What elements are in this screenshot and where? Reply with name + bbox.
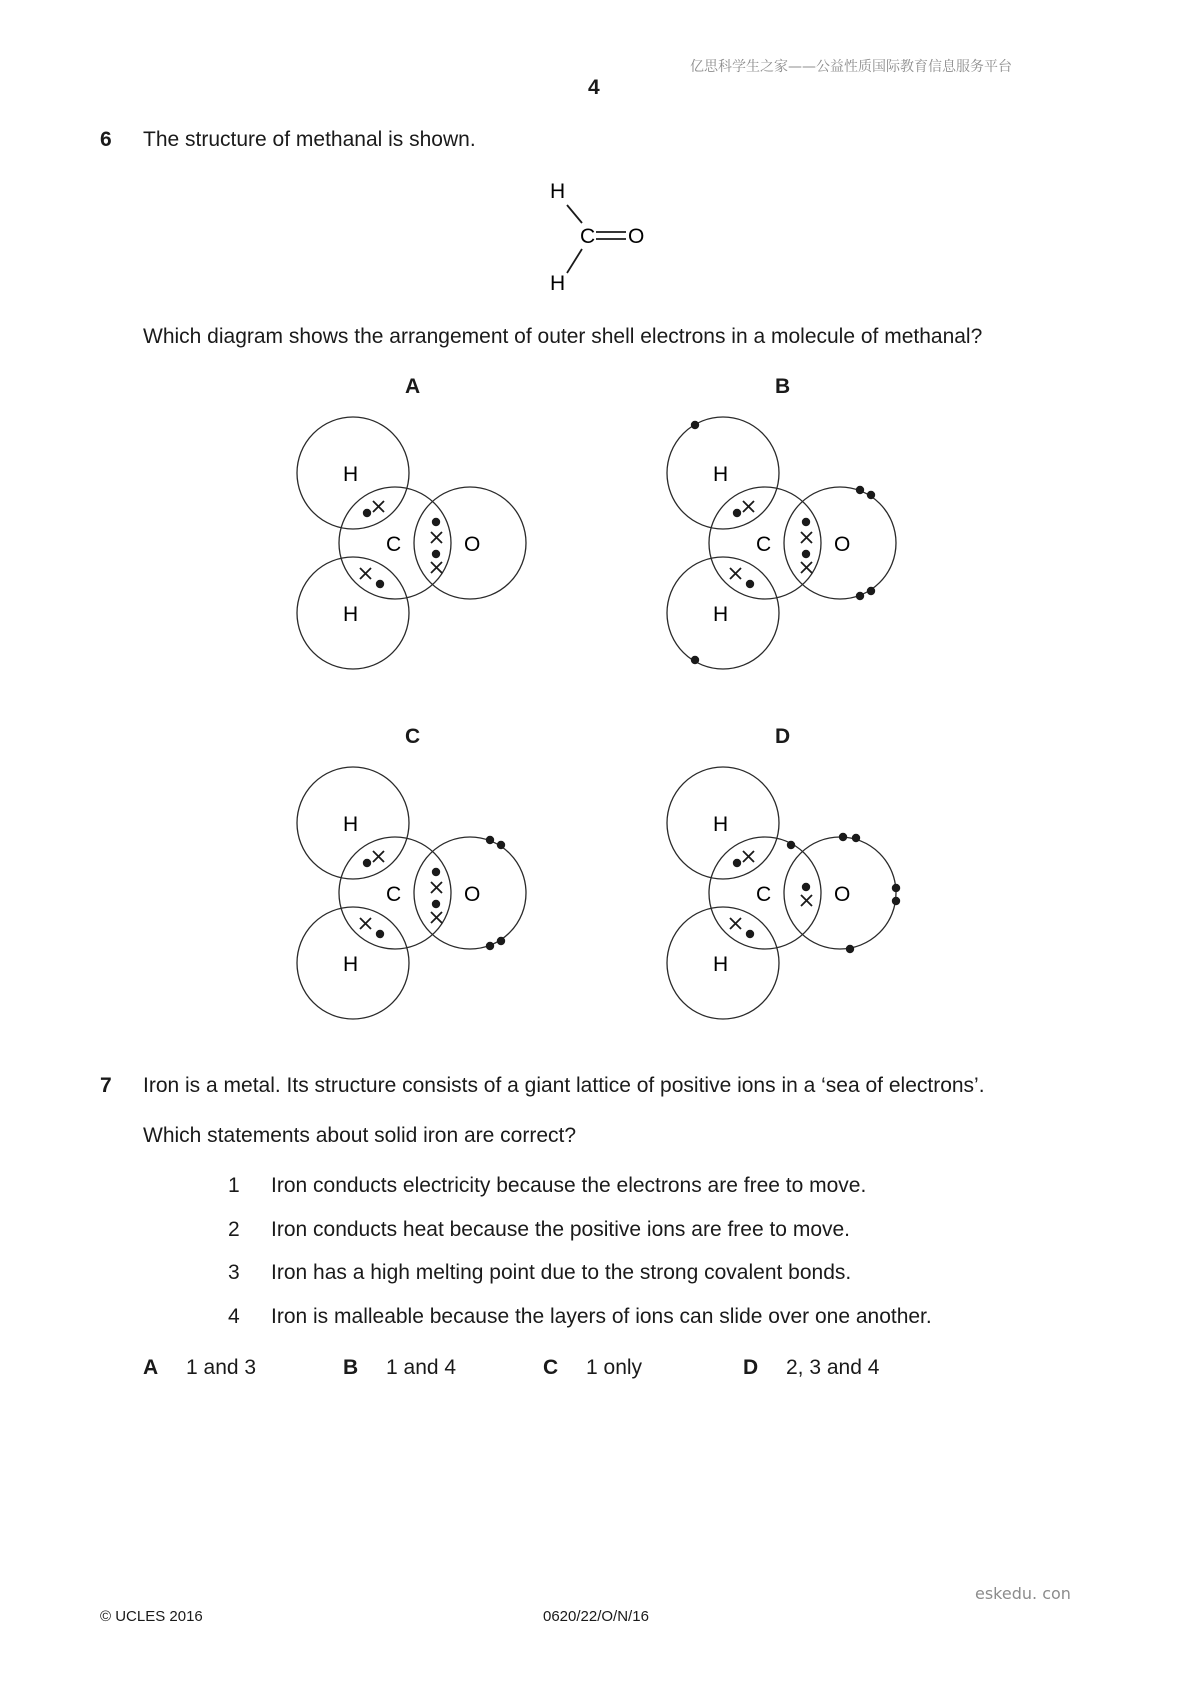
statement-1-number: 1	[228, 1174, 240, 1197]
option-b-letter[interactable]: B	[343, 1356, 359, 1379]
formula-h-bottom: H	[550, 272, 566, 295]
methanal-structural-formula	[530, 170, 680, 300]
diagram-c	[290, 760, 540, 1025]
option-d-text[interactable]: 2, 3 and 4	[786, 1356, 880, 1379]
formula-oxygen: O	[628, 225, 645, 248]
statement-3-text: Iron has a high melting point due to the strong covalent bonds.	[271, 1261, 852, 1284]
diagram-a	[290, 410, 540, 675]
statement-2-number: 2	[228, 1218, 240, 1241]
atom-h-bottom: H	[713, 953, 729, 976]
question-7-number: 7	[100, 1074, 112, 1097]
formula-carbon: C	[580, 225, 596, 248]
atom-h-top: H	[713, 463, 729, 486]
atom-o: O	[464, 883, 481, 906]
bond-c-h-bottom	[567, 249, 582, 273]
option-d-letter[interactable]: D	[743, 1356, 759, 1379]
footer-paper-code: 0620/22/O/N/16	[543, 1608, 649, 1625]
atom-o: O	[834, 533, 851, 556]
atom-o: O	[834, 883, 851, 906]
atom-c: C	[386, 883, 402, 906]
electron-dots	[363, 509, 440, 588]
statement-4-number: 4	[228, 1305, 240, 1328]
atom-h-bottom: H	[343, 603, 359, 626]
atom-h-top: H	[713, 813, 729, 836]
atom-c: C	[386, 533, 402, 556]
statement-3-number: 3	[228, 1261, 240, 1284]
atom-h-top: H	[343, 463, 359, 486]
question-6-prompt: Which diagram shows the arrangement of outer shell electrons in a molecule of methanal?	[143, 325, 983, 348]
diagram-b-label: B	[775, 375, 791, 398]
question-7-prompt: Which statements about solid iron are correct?	[143, 1124, 577, 1147]
atom-h-bottom: H	[713, 603, 729, 626]
atom-c: C	[756, 883, 772, 906]
diagram-d	[660, 760, 910, 1025]
bond-c-h-top	[567, 205, 582, 223]
diagram-d-label: D	[775, 725, 791, 748]
header-watermark: 亿思科学生之家——公益性质国际教育信息服务平台	[690, 59, 1012, 75]
page-number: 4	[588, 76, 600, 99]
statement-4-text: Iron is malleable because the layers of ions can slide over one another.	[271, 1305, 932, 1328]
formula-h-top: H	[550, 180, 566, 203]
atom-c: C	[756, 533, 772, 556]
diagram-a-label: A	[405, 375, 421, 398]
question-7-stem: Iron is a metal. Its structure consists of a giant lattice of positive ions in a ‘sea of electrons’.	[143, 1074, 985, 1097]
atom-h-bottom: H	[343, 953, 359, 976]
statement-2-text: Iron conducts heat because the positive ions are free to move.	[271, 1218, 851, 1241]
footer-copyright: © UCLES 2016	[100, 1608, 203, 1625]
statement-1-text: Iron conducts electricity because the electrons are free to move.	[271, 1174, 867, 1197]
question-6-number: 6	[100, 128, 112, 151]
atom-o: O	[464, 533, 481, 556]
option-c-text[interactable]: 1 only	[586, 1356, 643, 1379]
atom-h-top: H	[343, 813, 359, 836]
diagram-b	[660, 410, 910, 675]
diagram-c-label: C	[405, 725, 421, 748]
option-a-letter[interactable]: A	[143, 1356, 159, 1379]
footer-site-watermark: eskedu. con	[975, 1584, 1071, 1603]
question-6-stem: The structure of methanal is shown.	[143, 128, 476, 151]
option-b-text[interactable]: 1 and 4	[386, 1356, 457, 1379]
option-c-letter[interactable]: C	[543, 1356, 559, 1379]
option-a-text[interactable]: 1 and 3	[186, 1356, 257, 1379]
